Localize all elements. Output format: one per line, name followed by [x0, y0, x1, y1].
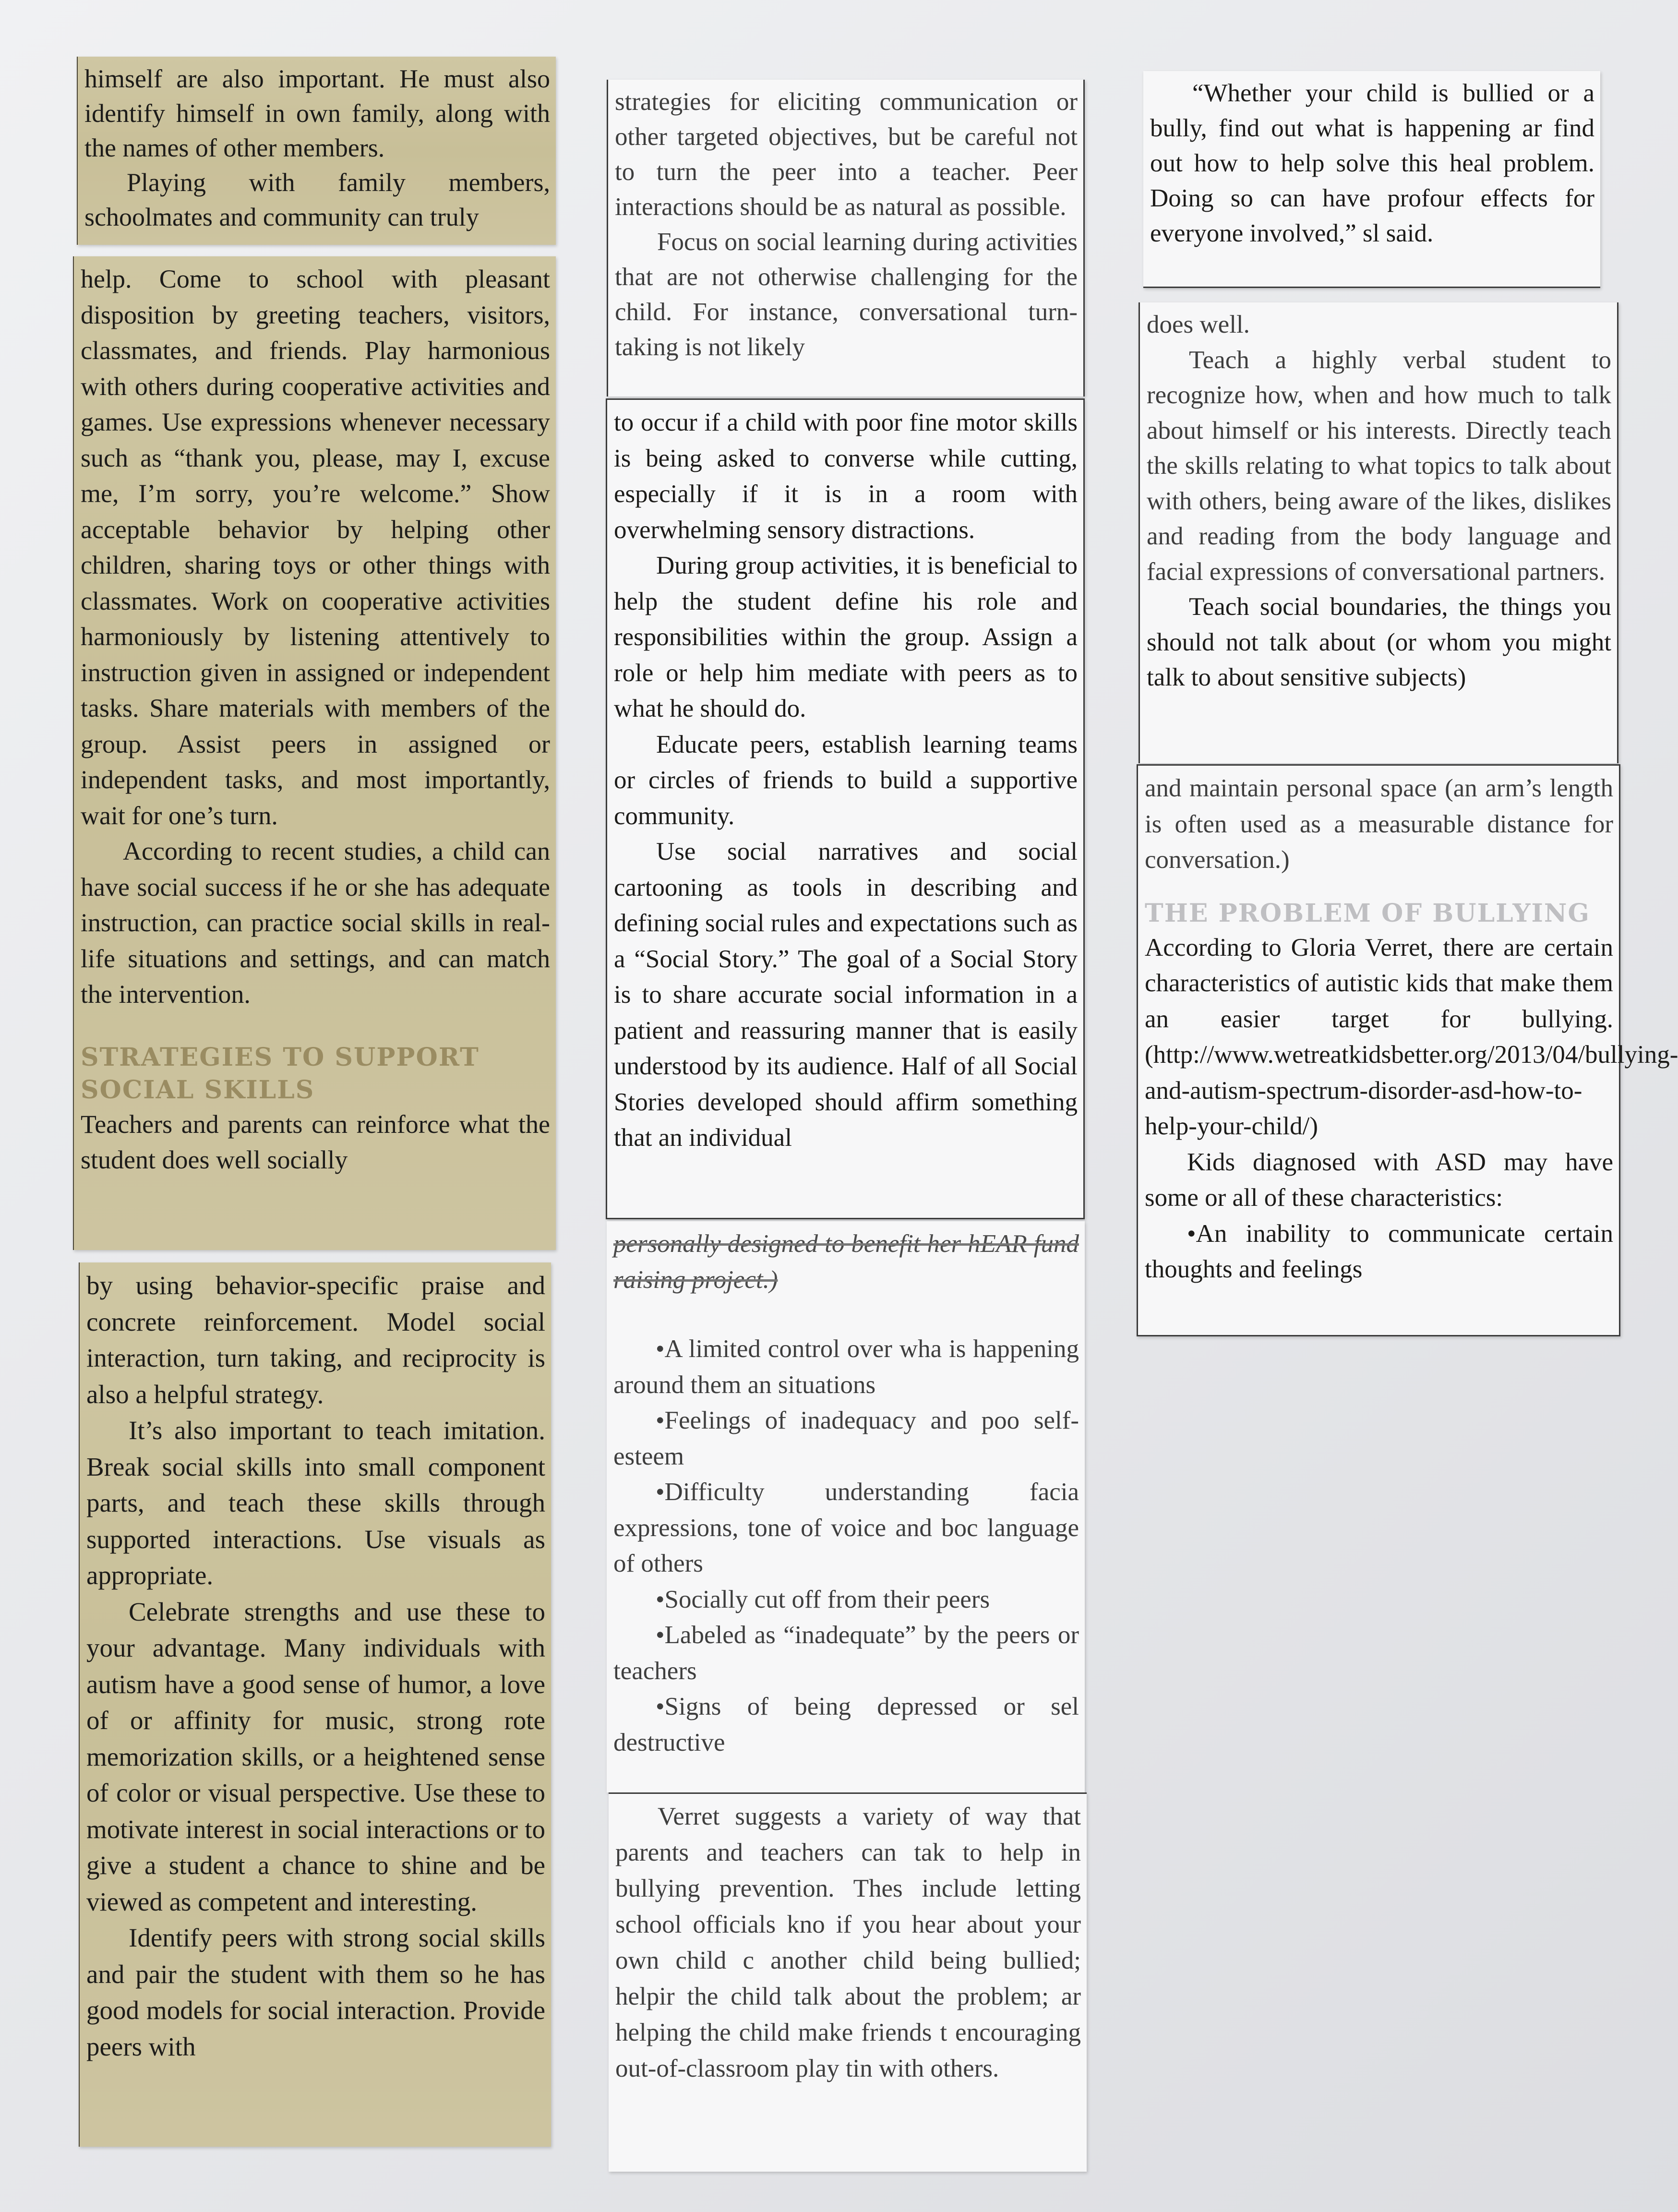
paragraph: Educate peers, establish learning teams or circles of friends to build a supportive community. [614, 730, 1078, 830]
clipping-col1-bottom [79, 1262, 551, 2147]
paragraph: Identify peers with strong social skills and pair the student with them so he has good models for social interaction. Provide peers with [86, 1923, 545, 2061]
paragraph: Teach social boundaries, the things you should not talk about (or whom you might talk to about sensitive subjects) [1147, 593, 1611, 691]
paragraph: Kids diagnosed with ASD may have some or all of these characteristics: [1145, 1148, 1613, 1212]
bullet-item: •An inability to communicate certain thoughts and feelings [1145, 1219, 1613, 1283]
paragraph: During group activities, it is beneficial to help the student define his role and responsibilities within the group. Assign a role or help him mediate with peers as to what he should do. [614, 552, 1078, 722]
bullet-item: •Difficulty understanding facia expressions, tone of voice and boc language of others [613, 1478, 1079, 1577]
paragraph: Teachers and parents can reinforce what the student does well socially [81, 1109, 550, 1174]
paragraph: to occur if a child with poor fine motor skills is being asked to converse while cutting, especially if it is in a room with overwhelming sensory distractions. [614, 409, 1078, 544]
clipping-col3-middle [1139, 302, 1618, 763]
clipping-col2-bottom [609, 1792, 1087, 2172]
paragraph: Playing with family members, schoolmates and community can truly [84, 168, 550, 231]
bullet-item: •Socially cut off from their peers [656, 1585, 990, 1613]
clipping-col3-top [1143, 71, 1600, 288]
paragraph: It’s also important to teach imitation. Break social skills into small component parts, and teach these skills through supported interactions. Use visuals as appropriate. [86, 1416, 545, 1590]
clipping-col1-top [77, 57, 556, 245]
paragraph: Teach a highly verbal student to recognize how, when and how much to talk about himself or his interests. Directly teach the skills relating to what topics to talk about with others, being aware of the likes, dislikes and reading from the body language and facial expressions of conversational partners. [1147, 346, 1611, 586]
clipping-col3-bottom [1137, 764, 1678, 1336]
paragraph: According to recent studies, a child can have social success if he or she has adequate instruction, can practice social skills in real-life situations and settings, and can match the intervention. [81, 837, 550, 1009]
paragraph: does well. [1147, 311, 1250, 338]
bullet-item: •Feelings of inadequacy and poo self-esteem [613, 1407, 1079, 1470]
paragraph: Verret suggests a variety of way that parents and teachers can tak to help in bullying prevention. Thes include letting school officials kno if you hear about your own child c another child being bullied; helpir the child talk about the problem; ar helping the child make friends t encouraging out-of-classroom play tin with others. [615, 1803, 1081, 2082]
clipping-col1-middle [73, 256, 556, 1250]
paragraph: Use social narratives and social cartooning as tools in describing and defining social rules and expectations such as a “Social Story.” The goal of a Social Story is to share accurate social information in a patient and reassuring manner that is easily understood by its audience. Half of all Social Stories developed should affirm something that an individual [614, 838, 1078, 1152]
clipping-col2-middle [606, 398, 1085, 1219]
paragraph: According to Gloria Verret, there are certain characteristics of autistic kids that make them an easier target for bullying. (http://www.wetreatkidsbetter.org/2013/04/bullying-and-autism-spectrum-disorder-asd-how-to-help-your-child/) [1145, 933, 1678, 1140]
paragraph: Celebrate strengths and use these to your advantage. Many individuals with autism have a good sense of humor, a love of or affinity for music, strong rote memorization skills, or a heightened sense of color or visual perspective. Use these to motivate interest in social interactions or to give a student a chance to shine and be viewed as competent and interesting. [86, 1597, 545, 1916]
paragraph: help. Come to school with pleasant disposition by greeting teachers, visitors, classmates, and friends. Play harmonious with others during cooperative activities and games. Use expressions whenever necessary such as “thank you, please, may I, excuse me, I’m sorry, you’re welcome.” Show acceptable behavior by helping other children, sharing toys or other things with classmates. Work on cooperative activities harmoniously by listening attentively to instruction given in assigned or independent tasks. Share materials with members of the group. Assist peers in assigned or independent tasks, and most importantly, wait for one’s turn. [81, 264, 550, 830]
bullet-item: •A limited control over wha is happening around them an situations [613, 1335, 1079, 1399]
section-heading: STRATEGIES TO SUPPORT SOCIAL SKILLS [81, 1042, 479, 1105]
bullet-item: •Labeled as “inadequate” by the peers or teachers [613, 1621, 1079, 1685]
struck-text: personally designed to benefit her hEAR fund raising project.) [613, 1230, 1079, 1294]
section-heading: THE PROBLEM OF BULLYING [1145, 898, 1590, 928]
paragraph: and maintain personal space (an arm’s length is often used as a measurable distance for conversation.) [1145, 774, 1613, 874]
paragraph: Focus on social learning during activities that are not otherwise challenging for the child. For instance, conversational turn-taking is not likely [615, 228, 1078, 361]
bullet-item: •Signs of being depressed or sel destructive [613, 1693, 1079, 1756]
paragraph: strategies for eliciting communication or other targeted objectives, but be careful not to turn the peer into a teacher. Peer interactions should be as natural as possible. [615, 88, 1078, 221]
paragraph: himself are also important. He must also identify himself in own family, along with the names of other members. [84, 64, 550, 162]
clipping-col2-top [607, 80, 1085, 397]
paragraph: by using behavior-specific praise and concrete reinforcement. Model social interaction, turn taking, and reciprocity is also a helpful strategy. [86, 1271, 545, 1409]
clipping-col2-bullets [607, 1221, 1085, 1792]
quote-paragraph: “Whether your child is bullied or a bully, find out what is happening ar find out how to help solve this heal problem. Doing so can have profour effects for everyone involved,” sl said. [1150, 79, 1594, 247]
